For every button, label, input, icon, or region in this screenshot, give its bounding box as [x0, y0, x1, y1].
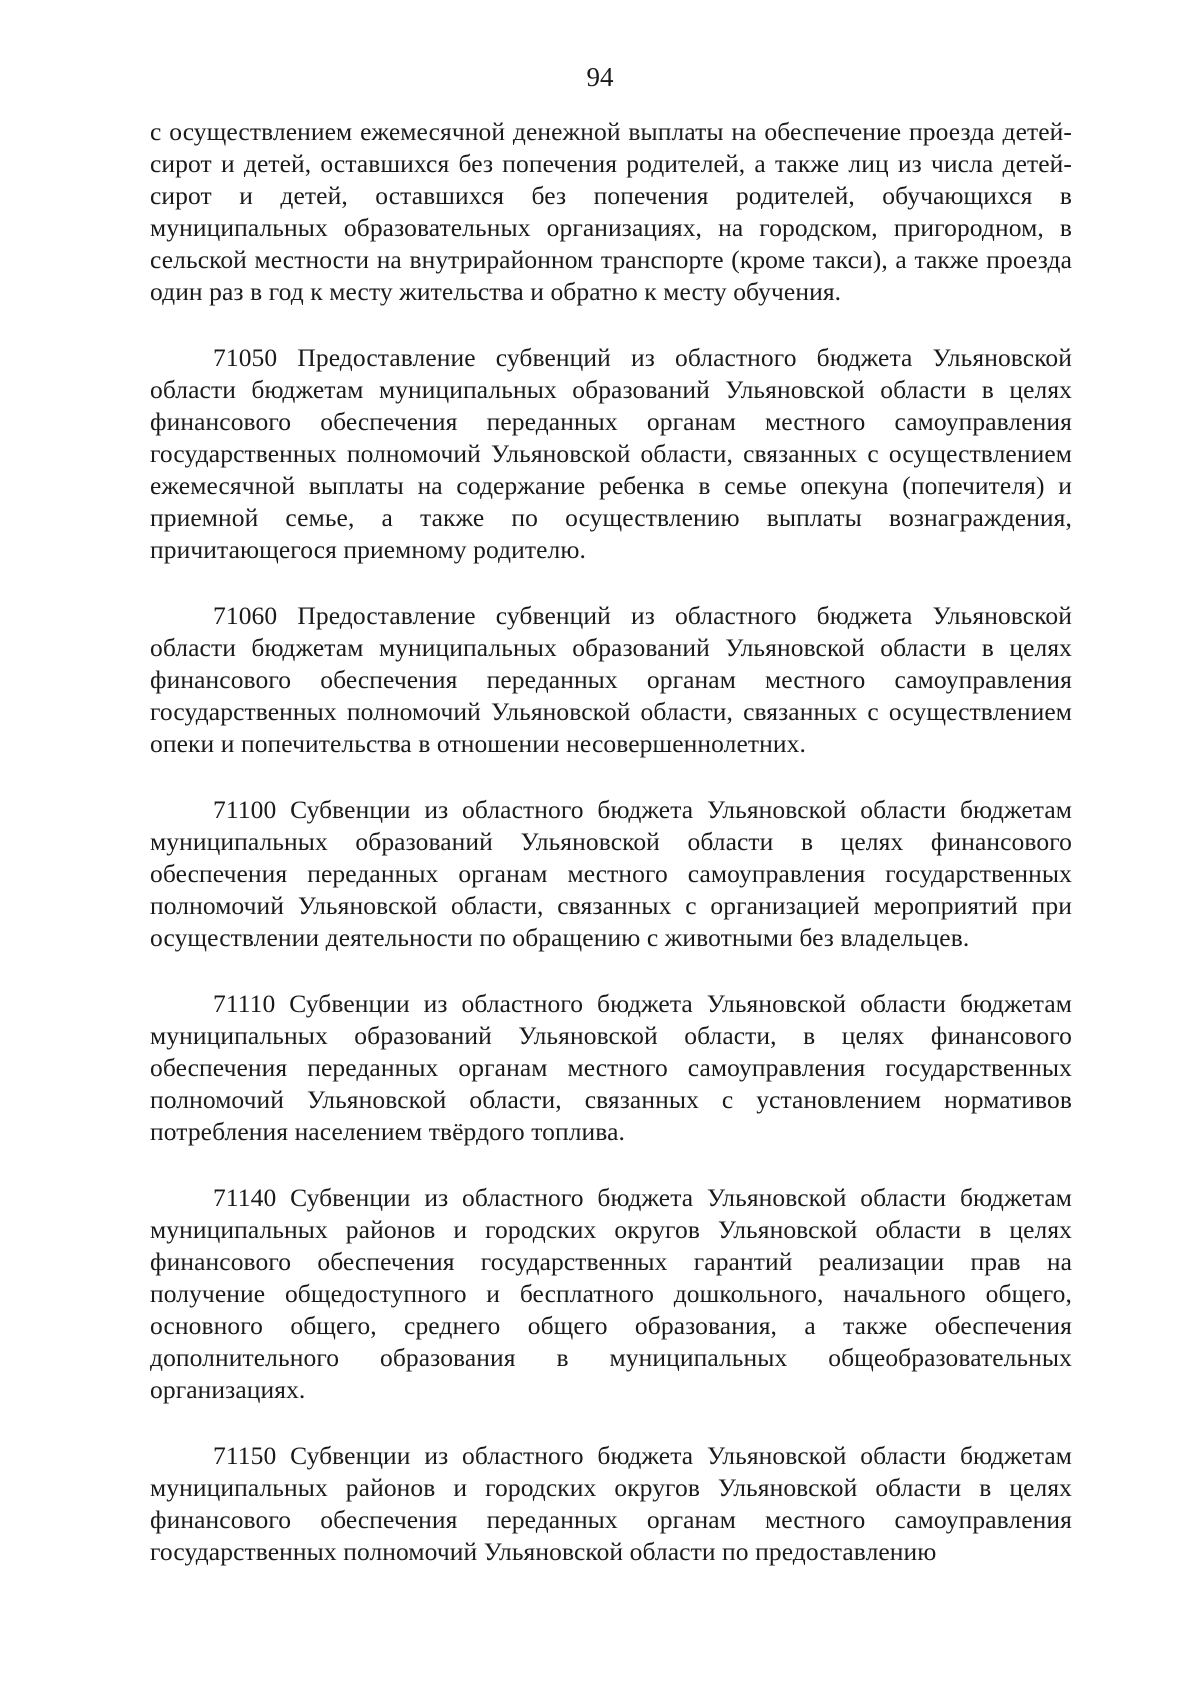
page-number: 94 [586, 62, 614, 92]
paragraph-71110: 71110 Субвенции из областного бюджета Ульяновской области бюджетам муниципальных образований Ульяновской области, в целях финансового обеспечения переданных органам местного самоуправления государственных полномочий Ульяновской области, связанных с установлением нормативов потребления населением твёрдого топлива. [150, 989, 1072, 1146]
paragraph-71060: 71060 Предоставление субвенций из областного бюджета Ульяновской области бюджетам муниципальных образований Ульяновской области в целях финансового обеспечения переданных органам местного самоуправления государственных полномочий Ульяновской области, связанных с осуществлением опеки и попечительства в отношении несовершеннолетних. [150, 601, 1072, 758]
paragraph-71050: 71050 Предоставление субвенций из областного бюджета Ульяновской области бюджетам муниципальных образований Ульяновской области в целях финансового обеспечения переданных органам местного самоуправления государственных полномочий Ульяновской области, связанных с осуществлением ежемесячной выплаты на содержание ребенка в семье опекуна (попечителя) и приемной семье, а также по осуществлению выплаты вознаграждения, причитающегося приемному родителю. [150, 343, 1072, 564]
paragraph-continuation: с осуществлением ежемесячной денежной выплаты на обеспечение проезда детей-сирот и детей, оставшихся без попечения родителей, а также лиц из числа детей-сирот и детей, оставшихся без попечения родителей, обучающихся в муниципальных образовательных организациях, на городском, пригородном, в сельской местности на внутрирайонном транспорте (кроме такси), а также проезда один раз в год к месту жительства и обратно к месту обучения. [150, 117, 1072, 306]
paragraph-71100: 71100 Субвенции из областного бюджета Ульяновской области бюджетам муниципальных образований Ульяновской области в целях финансового обеспечения переданных органам местного самоуправления государственных полномочий Ульяновской области, связанных с организацией мероприятий при осуществлении деятельности по обращению с животными без владельцев. [150, 795, 1072, 952]
document-body [150, 116, 1072, 1568]
paragraph-71140: 71140 Субвенции из областного бюджета Ульяновской области бюджетам муниципальных районов и городских округов Ульяновской области в целях финансового обеспечения государственных гарантий реализации прав на получение общедоступного и бесплатного дошкольного, начального общего, основного общего, среднего общего образования, а также обеспечения дополнительного образования в муниципальных общеобразовательных организациях. [150, 1183, 1072, 1404]
paragraph-71150: 71150 Субвенции из областного бюджета Ульяновской области бюджетам муниципальных районов и городских округов Ульяновской области в целях финансового обеспечения переданных органам местного самоуправления государственных полномочий Ульяновской области по предоставлению [150, 1441, 1072, 1566]
